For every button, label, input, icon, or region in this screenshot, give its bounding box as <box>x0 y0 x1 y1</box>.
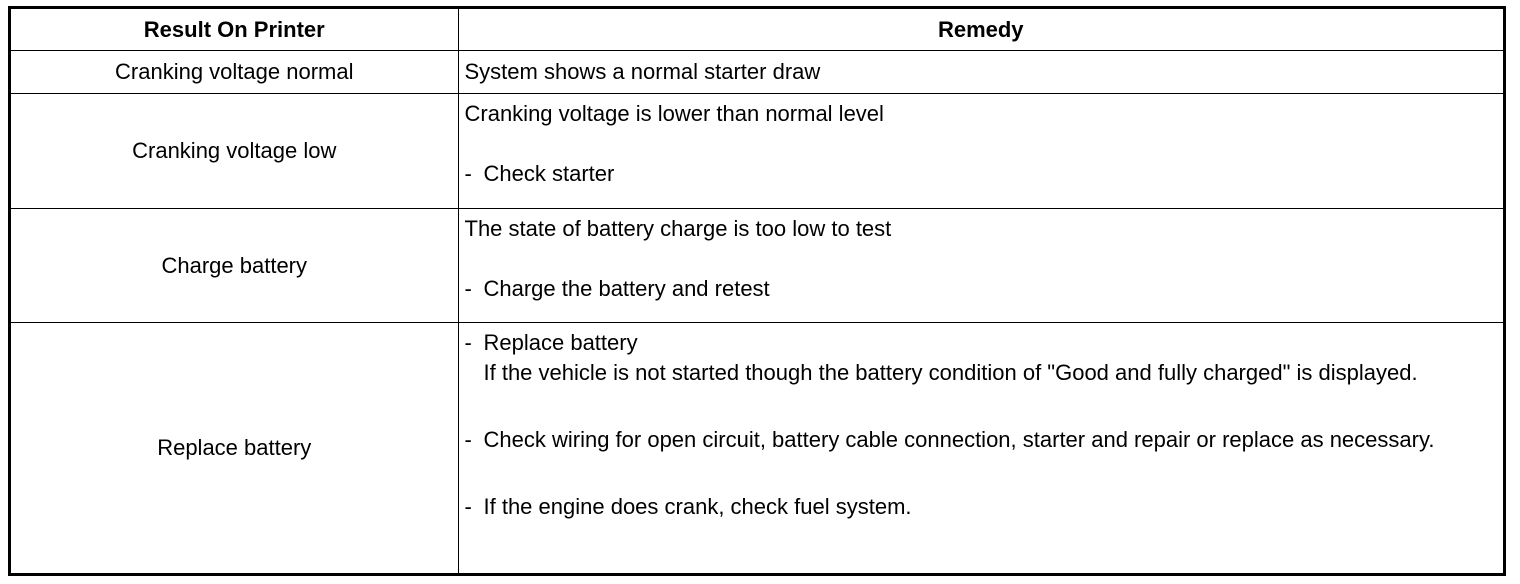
remedy-bullet <box>465 274 1498 304</box>
remedy-text: The state of battery charge is too low to test <box>464 216 892 241</box>
bullet-text: Charge the battery and retest <box>483 276 770 301</box>
remedy-text: System shows a normal starter draw <box>464 59 821 84</box>
table-header-row <box>11 9 1503 51</box>
result-cell: Cranking voltage low <box>11 94 458 209</box>
remedy-bullet <box>465 425 1498 455</box>
bullet-text: Check wiring for open circuit, battery cable connection, starter and repair or replace as necessary. <box>483 427 1435 452</box>
table-row <box>11 94 1503 209</box>
table-row <box>11 209 1503 323</box>
bullet-text: Check starter <box>483 161 615 186</box>
bullet-text: If the engine does crank, check fuel system. <box>483 494 912 519</box>
remedy-text: Cranking voltage is lower than normal level <box>464 101 884 126</box>
result-cell: Charge battery <box>11 209 458 323</box>
bullet-dash: - <box>464 276 472 301</box>
bullet-dash: - <box>464 494 472 519</box>
bullet-title: Replace battery <box>483 330 638 355</box>
result-cell: Replace battery <box>11 323 458 574</box>
table-row <box>11 51 1503 94</box>
battery-test-results-table <box>11 9 1503 573</box>
header-result-on-printer: Result On Printer <box>11 9 458 51</box>
bullet-description: If the vehicle is not started though the battery condition of "Good and fully charged" is displayed. <box>483 360 1418 385</box>
remedy-cell <box>458 51 1503 94</box>
remedy-bullet <box>465 328 1498 388</box>
troubleshooting-table-frame <box>8 6 1506 576</box>
remedy-bullet <box>465 159 1498 189</box>
remedy-cell <box>458 94 1503 209</box>
remedy-bullet <box>465 492 1498 522</box>
result-cell: Cranking voltage normal <box>11 51 458 94</box>
bullet-dash: - <box>464 427 472 452</box>
remedy-cell <box>458 323 1503 574</box>
bullet-content <box>484 328 1498 388</box>
remedy-cell <box>458 209 1503 323</box>
bullet-dash: - <box>464 161 472 186</box>
table-row <box>11 323 1503 574</box>
header-remedy: Remedy <box>458 9 1503 51</box>
bullet-dash: - <box>464 330 472 355</box>
